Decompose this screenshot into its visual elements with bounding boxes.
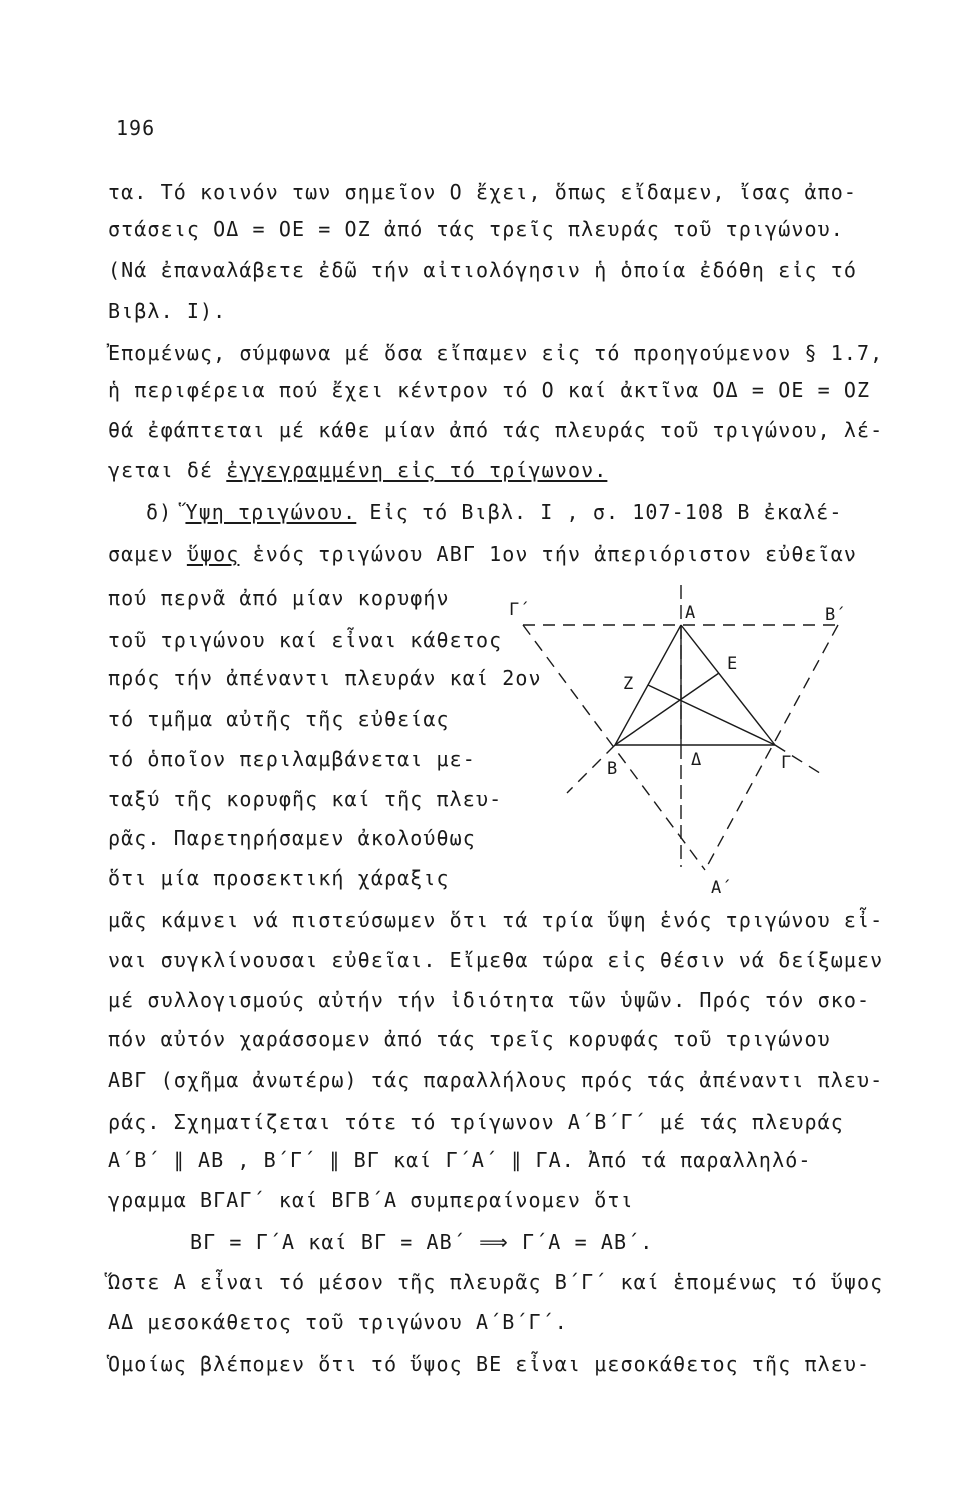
text-line-4: Βιβλ. Ι). [108,299,227,323]
triangle-altitudes-figure [505,575,875,900]
text-line-29: ΑΔ μεσοκάθετος τοῦ τριγώνου Α΄Β΄Γ΄. [108,1310,568,1334]
text-line-8 [108,456,607,484]
text-line-1: τα. Τό κοινόν των σημεῖον Ο ἔχει, ὅπως εἴδαμεν, ἴσας ἀπο- [108,180,858,204]
equation-line: ΒΓ = Γ΄Α καί ΒΓ = ΑΒ΄ ⟹ Γ΄Α = ΑΒ΄. [190,1230,654,1254]
term-altitude: ὕψος [186,542,240,566]
text-line-16: ταξύ τῆς κορυφῆς καί τῆς πλευ- [108,787,503,811]
text-line-12: τοῦ τριγώνου καί εἶναι κάθετος [108,628,503,652]
label-d: Δ [691,750,702,770]
text-line-13: πρός τήν ἀπέναντι πλευράν καί 2ον [108,666,542,690]
side-bp-ap [705,625,838,870]
text-line-30: Ὁμοίως βλέπομεν ὅτι τό ὕψος ΒΕ εἶναι μεσοκάθετος τῆς πλευ- [108,1352,871,1376]
page-number: 196 [116,116,156,140]
text-line-15: τό ὁποῖον περιλαμβάνεται με- [108,747,476,771]
label-e: Ε [727,654,738,674]
label-gamma-prime: Γ΄ [509,600,530,620]
side-gp-ap [523,625,705,870]
side-ag [681,625,775,745]
text-line-19: μᾶς κάμνει νά πιστεύσωμεν ὅτι τά τρία ὕψη ἑνός τριγώνου εἶ- [108,908,884,932]
text-line-5: Ἐπομένως, σύμφωνα μέ ὅσα εἴπαμεν εἰς τό προηγούμενον § 1.7, [108,341,884,365]
section-marker: δ) [146,500,186,524]
text-line-25: Α΄Β΄ ∥ ΑΒ , Β΄Γ΄ ∥ ΒΓ καί Γ΄Α΄ ∥ ΓΑ. Ἀπό τά παραλληλό- [108,1148,812,1172]
text-line-11: πού περνᾶ ἀπό μίαν κορυφήν [108,586,450,610]
altitude-gz [648,685,775,745]
text-line-26: γραμμα ΒΓΑΓ΄ καί ΒΓΒ΄Α συμπεραίνομεν ὅτι [108,1188,634,1212]
text-line-6: ἡ περιφέρεια πού ἔχει κέντρον τό Ο καί ἀκτῖνα ΟΔ = ΟΕ = ΟΖ [108,378,871,402]
text-line-17: ρᾶς. Παρετηρήσαμεν ἀκολούθως [108,826,476,850]
text-line-7: θά ἐφάπτεται μέ κάθε μίαν ἀπό τάς πλευράς τοῦ τριγώνου, λέ- [108,418,884,442]
text-line-10-rest: ἑνός τριγώνου ΑΒΓ 1ον τήν ἀπεριόριστον εὐθεῖαν [239,542,858,566]
text-line-24: ράς. Σχηματίζεται τότε τό τρίγωνον Α΄Β΄Γ΄ μέ τάς πλευράς [108,1110,844,1134]
label-b-prime: Β΄ [825,605,846,625]
text-line-21: μέ συλλογισμούς αὐτήν τήν ἰδιότητα τῶν ὑψῶν. Πρός τόν σκο- [108,988,871,1012]
label-b: Β [607,759,618,779]
text-line-2: στάσεις ΟΔ = ΟΕ = ΟΖ ἀπό τάς τρεῖς πλευράς τοῦ τριγώνου. [108,217,844,241]
text-line-20: ναι συγκλίνουσαι εὐθεῖαι. Εἴμεθα τώρα εἰς θέσιν νά δείξωμεν [108,948,884,972]
text-line-8-start: γεται δέ [108,458,227,482]
definition-inscribed-circle: ἐγγεγραμμένη εἰς τό τρίγωνον. [226,458,608,482]
text-line-9 [146,498,843,526]
label-gamma: Γ [781,753,792,773]
text-line-9-rest: Εἰς τό Βιβλ. Ι , σ. 107-108 Β ἐκαλέ- [356,500,843,524]
text-line-28: Ὥστε Α εἶναι τό μέσον τῆς πλευρᾶς Β΄Γ΄ καί ἑπομένως τό ὕψος [108,1270,884,1294]
text-line-18: ὅτι μία προσεκτική χάραξις [108,866,450,890]
label-z: Ζ [623,674,634,694]
text-line-23: ΑΒΓ (σχῆμα ἀνωτέρω) τάς παραλλήλους πρός τάς ἀπέναντι πλευ- [108,1068,884,1092]
text-line-14: τό τμῆμα αὐτῆς τῆς εὐθείας [108,707,450,731]
label-a: Α [685,603,696,623]
text-line-10-start: σαμεν [108,542,187,566]
text-line-3: (Νά ἐπαναλάβετε ἐδῶ τήν αἰτιολόγησιν ἡ ὁποία ἐδόθη εἰς τό [108,258,858,282]
text-line-10 [108,540,857,568]
label-a-prime: Α΄ [711,878,732,898]
text-line-22: πόν αὐτόν χαράσσομεν ἀπό τάς τρεῖς κορυφάς τοῦ τριγώνου [108,1027,831,1051]
section-heading-altitudes: Ὕψη τριγώνου. [185,500,357,524]
